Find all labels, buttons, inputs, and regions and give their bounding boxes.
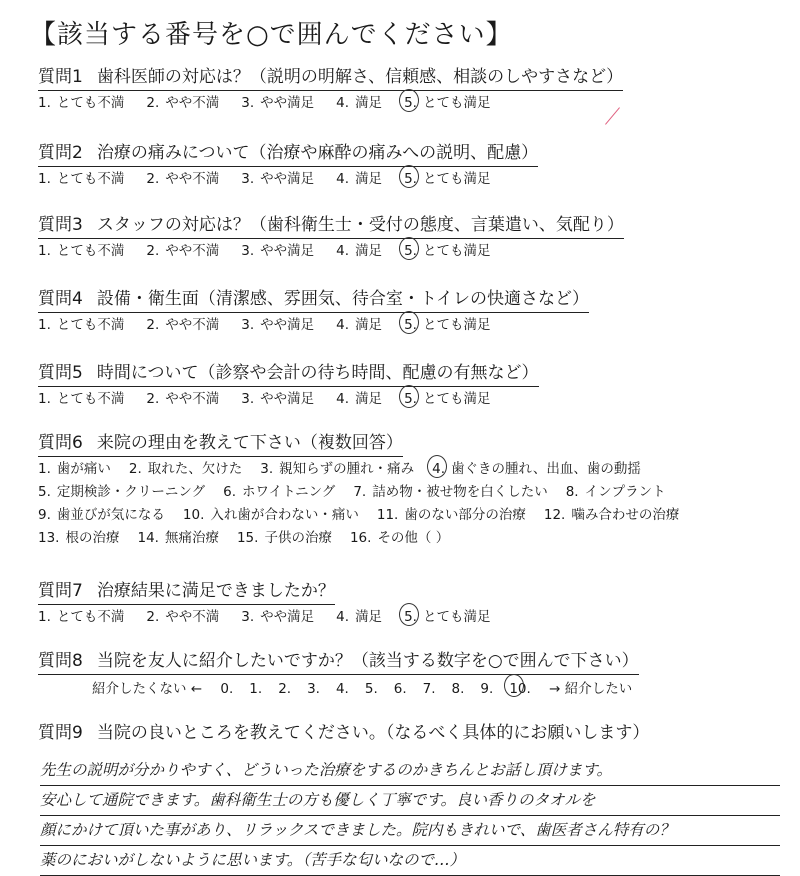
option-number: 1. bbox=[38, 609, 51, 625]
question-number: 質問1 bbox=[38, 67, 83, 87]
question-text: 来院の理由を教えて下さい（複数回答） bbox=[96, 433, 403, 453]
scale-value: 10. bbox=[509, 677, 530, 701]
reason-option bbox=[566, 481, 666, 503]
option-number: 3. bbox=[241, 171, 255, 187]
reason-option bbox=[350, 527, 449, 549]
option-label: やや不満 bbox=[165, 171, 220, 187]
question-header bbox=[38, 362, 539, 387]
question-1 bbox=[38, 66, 778, 114]
reason-option bbox=[260, 458, 414, 480]
question-header bbox=[38, 288, 589, 313]
answer-option bbox=[241, 606, 314, 628]
option-number: 2. bbox=[146, 95, 160, 111]
option-number: 2. bbox=[146, 391, 160, 407]
answer-option bbox=[336, 388, 382, 410]
reason-row bbox=[38, 504, 778, 526]
reason-option bbox=[377, 504, 526, 526]
option-number: 11. bbox=[376, 507, 399, 523]
option-number: 1. bbox=[38, 171, 51, 187]
option-number: 2. bbox=[128, 461, 142, 477]
question-8 bbox=[38, 650, 778, 701]
answer-options bbox=[38, 388, 778, 410]
question-text: 治療結果に満足できましたか？ bbox=[96, 581, 335, 601]
option-number: 4. bbox=[336, 95, 350, 111]
answer-option bbox=[336, 314, 382, 336]
option-number: 3. bbox=[241, 391, 255, 407]
question-number: 質問8 bbox=[38, 651, 83, 671]
option-label: とても満足 bbox=[422, 609, 491, 625]
answer-options bbox=[38, 314, 778, 336]
answer-option bbox=[38, 240, 124, 262]
option-number: 7. bbox=[353, 484, 367, 500]
option-number: 4. bbox=[432, 458, 445, 480]
option-label: とても不満 bbox=[56, 95, 125, 111]
question-text: 歯科医師の対応は？（説明の明解さ、信頼感、相談のしやすさなど） bbox=[96, 67, 624, 87]
answer-option bbox=[404, 314, 490, 336]
scale-value: 6. bbox=[393, 681, 407, 697]
question-7 bbox=[38, 580, 778, 628]
option-label: 歯のない部分の治療 bbox=[404, 507, 526, 523]
scale-value: 1. bbox=[249, 681, 263, 697]
option-number: 2. bbox=[146, 171, 160, 187]
question-header bbox=[38, 650, 639, 675]
option-label: とても満足 bbox=[422, 171, 491, 187]
option-label: 満足 bbox=[355, 171, 383, 187]
scale-value: 9. bbox=[480, 681, 494, 697]
reason-option bbox=[353, 481, 547, 503]
reason-row bbox=[38, 527, 778, 549]
recommend-scale bbox=[38, 677, 778, 701]
option-label: ホワイトニング bbox=[242, 484, 336, 500]
answer-line: 安心して通院できます。歯科衛生士の方も優しく丁寧です。良い香りのタオルを bbox=[40, 786, 780, 816]
option-label: 取れた、欠けた bbox=[147, 461, 243, 477]
question-6 bbox=[38, 432, 778, 549]
option-number: 1. bbox=[38, 461, 51, 477]
option-number: 2. bbox=[146, 317, 160, 333]
scale-value: 7. bbox=[422, 681, 436, 697]
option-label: やや満足 bbox=[260, 317, 315, 333]
answer-option bbox=[146, 168, 219, 190]
option-number: 1. bbox=[38, 391, 51, 407]
option-label: やや不満 bbox=[165, 317, 220, 333]
answer-option bbox=[336, 240, 382, 262]
question-number: 質問5 bbox=[38, 363, 83, 383]
option-label: とても不満 bbox=[56, 171, 125, 187]
question-4 bbox=[38, 288, 778, 336]
question-number: 質問4 bbox=[38, 289, 83, 309]
option-number: 5. bbox=[404, 240, 417, 262]
question-header bbox=[38, 214, 624, 239]
answer-option bbox=[336, 606, 382, 628]
answer-option bbox=[38, 314, 124, 336]
option-number: 5. bbox=[38, 484, 51, 500]
answer-option bbox=[241, 240, 314, 262]
answer-option bbox=[336, 168, 382, 190]
option-label: やや満足 bbox=[260, 243, 315, 259]
option-label: 歯並びが気になる bbox=[56, 507, 165, 523]
option-number: 14. bbox=[137, 530, 159, 546]
question-header bbox=[38, 580, 335, 605]
question-text: 当院を友人に紹介したいですか？（該当する数字を○で囲んで下さい） bbox=[96, 651, 639, 671]
reason-option bbox=[183, 504, 359, 526]
scale-value: 2. bbox=[278, 681, 292, 697]
answer-option bbox=[404, 168, 490, 190]
scale-right-label: → 紹介したい bbox=[549, 681, 633, 697]
answer-option bbox=[404, 92, 490, 114]
question-number: 質問7 bbox=[38, 581, 83, 601]
reason-option bbox=[38, 481, 205, 503]
answer-option bbox=[404, 388, 490, 410]
question-header bbox=[38, 142, 538, 167]
question-number: 質問6 bbox=[38, 433, 83, 453]
reason-option bbox=[432, 458, 641, 480]
option-number: 4. bbox=[336, 609, 350, 625]
option-label: 満足 bbox=[355, 95, 383, 111]
answer-option bbox=[241, 168, 314, 190]
option-label: とても満足 bbox=[422, 391, 491, 407]
option-number: 2. bbox=[146, 243, 160, 259]
question-text: 設備・衛生面（清潔感、雰囲気、待合室・トイレの快適さなど） bbox=[96, 289, 589, 309]
answer-option bbox=[241, 314, 314, 336]
question-2 bbox=[38, 142, 778, 190]
option-number: 10. bbox=[182, 507, 205, 523]
option-number: 12. bbox=[543, 507, 566, 523]
question-text: スタッフの対応は？（歯科衛生士・受付の態度、言葉遣い、気配り） bbox=[96, 215, 624, 235]
option-number: 4. bbox=[336, 243, 350, 259]
option-number: 5. bbox=[404, 606, 417, 628]
answer-option bbox=[38, 168, 124, 190]
option-number: 3. bbox=[260, 461, 274, 477]
reason-option bbox=[38, 504, 165, 526]
reason-row bbox=[38, 481, 778, 503]
option-number: 2. bbox=[146, 609, 160, 625]
option-label: 歯が痛い bbox=[56, 461, 111, 477]
answer-option bbox=[241, 388, 314, 410]
option-number: 3. bbox=[241, 317, 255, 333]
answer-option bbox=[146, 240, 219, 262]
answer-option bbox=[336, 92, 382, 114]
page-title: 【該当する番号を○で囲んでください】 bbox=[30, 20, 513, 50]
question-header bbox=[38, 722, 649, 746]
scale-value: 0. bbox=[220, 681, 234, 697]
option-label: 満足 bbox=[355, 243, 383, 259]
answer-option bbox=[241, 92, 314, 114]
reason-option bbox=[38, 527, 119, 549]
answer-line: 先生の説明が分かりやすく、どういった治療をするのかきちんとお話し頂けます。 bbox=[40, 756, 780, 786]
scale-left-label: 紹介したくない ← bbox=[92, 681, 203, 697]
question-text: 当院の良いところを教えてください。（なるべく具体的にお願いします） bbox=[96, 723, 650, 743]
answer-line: 薬のにおいがしないように思います。（苦手な匂いなので…） bbox=[40, 846, 780, 876]
question-number: 質問2 bbox=[38, 143, 83, 163]
option-label: やや満足 bbox=[260, 391, 315, 407]
answer-options bbox=[38, 606, 778, 628]
option-number: 15. bbox=[236, 530, 259, 546]
option-number: 3. bbox=[241, 95, 255, 111]
answer-option bbox=[146, 388, 219, 410]
question-number: 質問9 bbox=[38, 723, 83, 743]
option-label: やや不満 bbox=[165, 391, 220, 407]
option-label: とても不満 bbox=[56, 243, 125, 259]
answer-line: 顔にかけて頂いた事があり、リラックスできました。院内もきれいで、歯医者さん特有の？ bbox=[40, 816, 780, 846]
option-label: 噛み合わせの治療 bbox=[571, 507, 680, 523]
option-label: とても不満 bbox=[56, 317, 125, 333]
option-label: 詰め物・被せ物を白くしたい bbox=[372, 484, 548, 500]
reason-option bbox=[38, 458, 111, 480]
option-label: とても不満 bbox=[56, 391, 125, 407]
option-label: 満足 bbox=[355, 609, 383, 625]
option-number: 9. bbox=[38, 507, 51, 523]
option-label: とても満足 bbox=[422, 317, 491, 333]
option-number: 1. bbox=[38, 243, 51, 259]
option-number: 4. bbox=[336, 171, 350, 187]
answer-option bbox=[404, 606, 490, 628]
option-label: 無痛治療 bbox=[164, 530, 219, 546]
reason-option bbox=[544, 504, 679, 526]
option-number: 4. bbox=[336, 317, 350, 333]
reason-option bbox=[129, 458, 242, 480]
answer-option bbox=[38, 92, 124, 114]
option-label: 定期検診・クリーニング bbox=[56, 484, 206, 500]
answer-options bbox=[38, 168, 778, 190]
reason-row bbox=[38, 458, 778, 480]
option-number: 4. bbox=[336, 391, 350, 407]
option-number: 5. bbox=[404, 388, 417, 410]
option-label: 根の治療 bbox=[65, 530, 120, 546]
option-label: 親知らずの腫れ・痛み bbox=[279, 461, 415, 477]
option-label: やや満足 bbox=[260, 171, 315, 187]
reason-option bbox=[237, 527, 332, 549]
option-label: 歯ぐきの腫れ、出血、歯の動揺 bbox=[451, 461, 641, 477]
option-label: やや不満 bbox=[165, 609, 220, 625]
scale-value: 4. bbox=[335, 681, 349, 697]
option-label: やや満足 bbox=[260, 609, 315, 625]
answer-options bbox=[38, 240, 778, 262]
question-header bbox=[38, 66, 623, 91]
question-5 bbox=[38, 362, 778, 410]
option-number: 5. bbox=[404, 314, 417, 336]
scale-value: 3. bbox=[307, 681, 320, 697]
question-3 bbox=[38, 214, 778, 262]
option-label: 満足 bbox=[355, 317, 383, 333]
option-number: 3. bbox=[241, 243, 255, 259]
scale-value: 8. bbox=[451, 681, 465, 697]
answer-option bbox=[38, 606, 124, 628]
reason-option bbox=[223, 481, 335, 503]
question-text: 時間について（診察や会計の待ち時間、配慮の有無など） bbox=[96, 363, 539, 383]
question-text: 治療の痛みについて（治療や麻酔の痛みへの説明、配慮） bbox=[96, 143, 539, 163]
option-label: とても不満 bbox=[56, 609, 125, 625]
question-number: 質問3 bbox=[38, 215, 83, 235]
answer-option bbox=[146, 314, 219, 336]
option-number: 13. bbox=[38, 530, 60, 546]
answer-option bbox=[404, 240, 490, 262]
question-9 bbox=[38, 722, 778, 746]
option-label: やや不満 bbox=[165, 95, 220, 111]
question-header bbox=[38, 432, 403, 457]
option-number: 3. bbox=[241, 609, 255, 625]
option-label: 子供の治療 bbox=[264, 530, 332, 546]
option-number: 8. bbox=[565, 484, 579, 500]
option-label: とても満足 bbox=[422, 95, 491, 111]
option-label: やや不満 bbox=[165, 243, 220, 259]
option-label: 満足 bbox=[355, 391, 383, 407]
answer-options bbox=[38, 92, 778, 114]
answer-option bbox=[38, 388, 124, 410]
option-number: 1. bbox=[38, 317, 51, 333]
answer-option bbox=[146, 92, 219, 114]
option-number: 16. bbox=[349, 530, 372, 546]
option-number: 6. bbox=[223, 484, 237, 500]
reason-option bbox=[137, 527, 218, 549]
option-number: 5. bbox=[404, 168, 417, 190]
option-number: 1. bbox=[38, 95, 51, 111]
option-label: とても満足 bbox=[422, 243, 491, 259]
option-label: 入れ歯が合わない・痛い bbox=[210, 507, 359, 523]
scale-value: 5. bbox=[364, 681, 378, 697]
free-text-answer bbox=[40, 756, 780, 876]
option-label: やや満足 bbox=[260, 95, 315, 111]
option-label: その他（ ） bbox=[377, 530, 450, 546]
option-number: 5. bbox=[404, 92, 417, 114]
answer-option bbox=[146, 606, 219, 628]
option-label: インプラント bbox=[584, 484, 666, 500]
